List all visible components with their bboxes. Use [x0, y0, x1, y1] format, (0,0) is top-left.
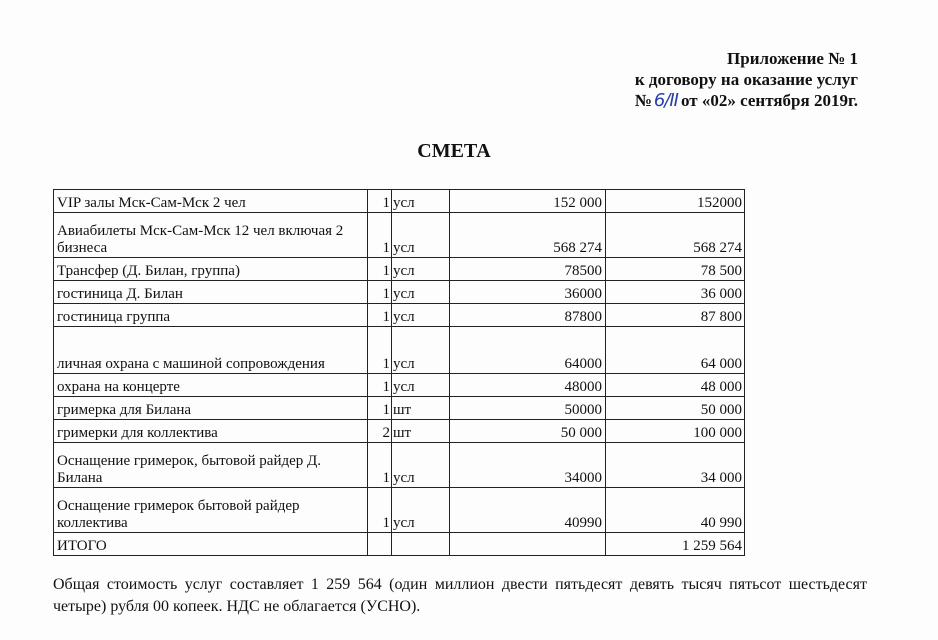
- item-total: 34 000: [606, 443, 745, 488]
- total-cost-statement: Общая стоимость услуг составляет 1 259 564 (один миллион двести пятьдесят девять тысяч пятьсот шестьдесят четыре) рубля 00 копеек. НДС не облагается (УСНО).: [53, 576, 867, 615]
- item-qty: 1: [368, 281, 392, 304]
- handwritten-contract-number: 6/II: [653, 90, 678, 111]
- item-qty: 1: [368, 443, 392, 488]
- document-title: СМЕТА: [417, 140, 491, 162]
- item-qty: 1: [368, 374, 392, 397]
- item-unit: усл: [392, 190, 450, 213]
- item-name: гостиница Д. Билан: [54, 281, 368, 304]
- item-total: 87 800: [606, 304, 745, 327]
- table-row: [54, 374, 745, 397]
- table-row: [54, 397, 745, 420]
- total-row: [54, 533, 745, 556]
- item-unit: усл: [392, 327, 450, 374]
- item-unit: усл: [392, 213, 450, 258]
- item-total: 100 000: [606, 420, 745, 443]
- table-row: [54, 327, 745, 374]
- item-qty: 1: [368, 327, 392, 374]
- item-price: 50 000: [450, 420, 606, 443]
- total-label: ИТОГО: [54, 533, 368, 556]
- item-name: гостиница группа: [54, 304, 368, 327]
- appendix-title: Приложение № 1: [727, 49, 858, 68]
- item-price: 568 274: [450, 213, 606, 258]
- item-unit: усл: [392, 443, 450, 488]
- total-unit-empty: [392, 533, 450, 556]
- item-price: 50000: [450, 397, 606, 420]
- item-name: гримерки для коллектива: [54, 420, 368, 443]
- appendix-contract-line: к договору на оказание услуг: [634, 70, 858, 89]
- table-row: [54, 420, 745, 443]
- item-name: Трансфер (Д. Билан, группа): [54, 258, 368, 281]
- item-qty: 1: [368, 397, 392, 420]
- item-price: 34000: [450, 443, 606, 488]
- document-title-wrap: [0, 140, 938, 163]
- item-price: 36000: [450, 281, 606, 304]
- total-qty-empty: [368, 533, 392, 556]
- item-qty: 1: [368, 488, 392, 533]
- table-row: [54, 213, 745, 258]
- item-unit: усл: [392, 304, 450, 327]
- item-price: 64000: [450, 327, 606, 374]
- table-row: [54, 258, 745, 281]
- table-row: [54, 190, 745, 213]
- item-total: 48 000: [606, 374, 745, 397]
- item-unit: усл: [392, 281, 450, 304]
- contract-date: от «02» сентября 2019г.: [681, 91, 858, 110]
- item-price: 48000: [450, 374, 606, 397]
- item-unit: шт: [392, 397, 450, 420]
- item-name: гримерка для Билана: [54, 397, 368, 420]
- item-qty: 1: [368, 213, 392, 258]
- item-total: 40 990: [606, 488, 745, 533]
- item-unit: усл: [392, 374, 450, 397]
- item-name: личная охрана с машиной сопровождения: [54, 327, 368, 374]
- total-price-empty: [450, 533, 606, 556]
- item-unit: усл: [392, 488, 450, 533]
- item-qty: 1: [368, 304, 392, 327]
- item-unit: усл: [392, 258, 450, 281]
- item-total: 64 000: [606, 327, 745, 374]
- item-name: Оснащение гримерок, бытовой райдер Д. Билана: [54, 443, 368, 488]
- item-price: 40990: [450, 488, 606, 533]
- grand-total: 1 259 564: [606, 533, 745, 556]
- item-total: 50 000: [606, 397, 745, 420]
- item-name: VIP залы Мск-Сам-Мск 2 чел: [54, 190, 368, 213]
- item-name: Оснащение гримерок бытовой райдер коллектива: [54, 488, 368, 533]
- item-price: 78500: [450, 258, 606, 281]
- item-total: 36 000: [606, 281, 745, 304]
- appendix-number-line: [635, 90, 858, 111]
- item-price: 87800: [450, 304, 606, 327]
- table-row: [54, 443, 745, 488]
- item-price: 152 000: [450, 190, 606, 213]
- number-sign: №: [634, 91, 652, 110]
- item-qty: 2: [368, 420, 392, 443]
- table-row: [54, 281, 745, 304]
- estimate-table: [53, 189, 745, 556]
- item-qty: 1: [368, 258, 392, 281]
- table-row: [54, 488, 745, 533]
- item-qty: 1: [368, 190, 392, 213]
- item-total: 568 274: [606, 213, 745, 258]
- item-total: 78 500: [606, 258, 745, 281]
- appendix-header: [635, 48, 858, 111]
- item-total: 152000: [606, 190, 745, 213]
- item-name: Авиабилеты Мск-Сам-Мск 12 чел включая 2 бизнеса: [54, 213, 368, 258]
- item-unit: шт: [392, 420, 450, 443]
- table-row: [54, 304, 745, 327]
- item-name: охрана на концерте: [54, 374, 368, 397]
